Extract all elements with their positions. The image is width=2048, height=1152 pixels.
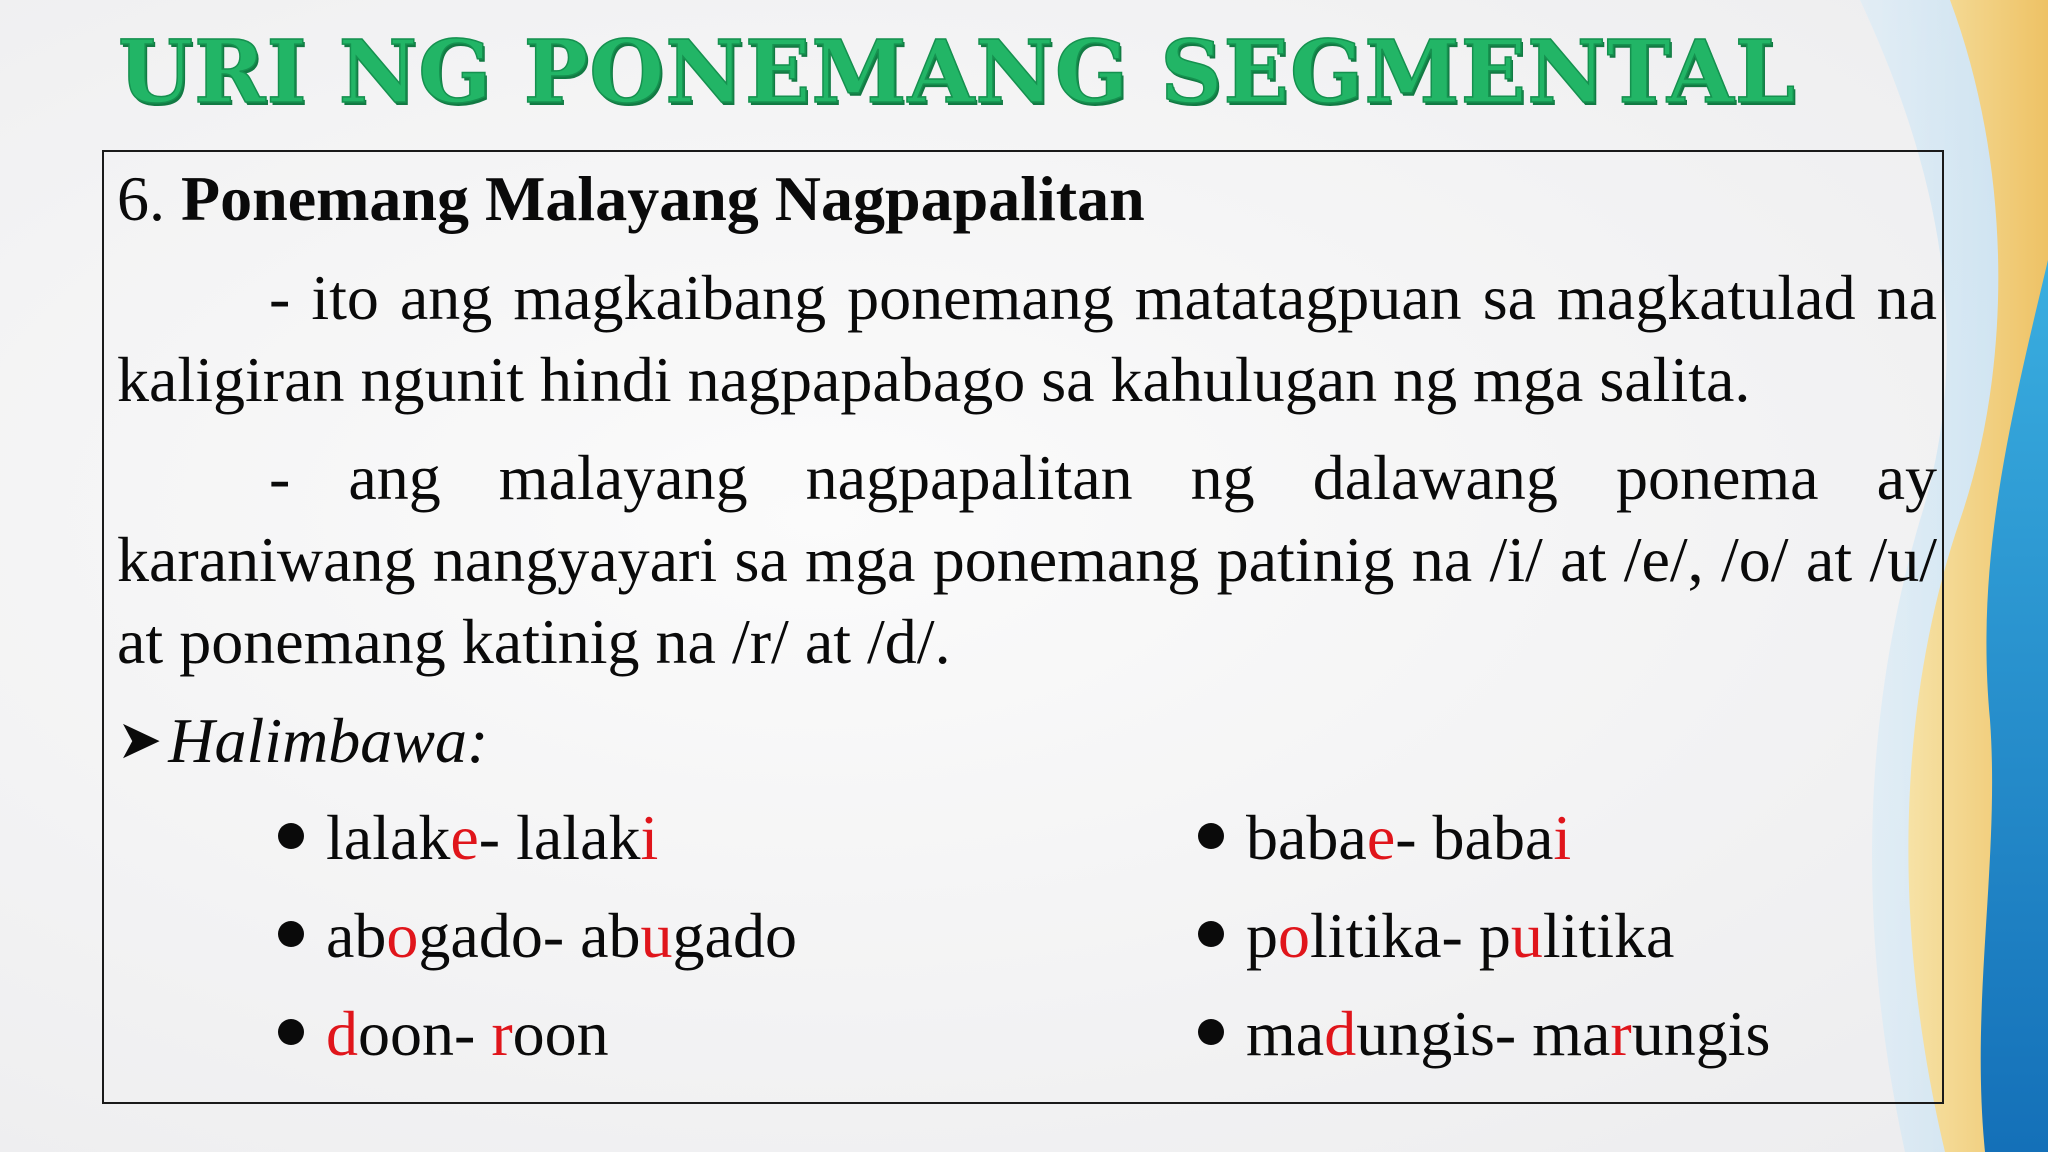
section-title: Ponemang Malayang Nagpapalitan [181,163,1145,234]
highlighted-phoneme: e [1366,802,1396,873]
paragraph-1-text: - ito ang magkaibang ponemang matatagpuan sa magkatulad na kaligiran ngunit hindi nagpapabago sa kahulugan ng mga salita. [117,262,1937,415]
slide-title: URI NG PONEMANG SEGMENTAL [118,22,1797,123]
highlighted-phoneme: i [1553,802,1572,873]
word-segment: gado- ab [418,900,641,971]
example-text [326,802,658,873]
highlighted-phoneme: u [1510,900,1543,971]
highlighted-phoneme: u [640,900,673,971]
round-bullet-icon [278,921,304,947]
example-item [1198,797,1571,879]
example-text [326,900,797,971]
word-segment: baba [1246,802,1367,873]
definition-paragraph-2 [117,437,1937,683]
example-item [278,895,797,977]
section-heading [117,158,1937,240]
example-text [1246,900,1674,971]
word-segment: p [1246,900,1278,971]
example-text [1246,802,1571,873]
example-text [1246,998,1770,1069]
word-segment: ma [1246,998,1325,1069]
highlighted-phoneme: e [450,802,479,873]
word-segment: oon [512,998,609,1069]
word-segment: oon- [358,998,492,1069]
highlighted-phoneme: i [640,802,659,873]
section-number: 6. [117,163,165,234]
highlighted-phoneme: r [491,998,513,1069]
word-segment: - lalak [478,802,641,873]
example-item [278,993,609,1075]
highlighted-phoneme: o [386,900,419,971]
examples-heading [117,699,488,782]
word-segment: ungis [1631,998,1771,1069]
round-bullet-icon [1198,1019,1224,1045]
examples-label: Halimbawa: [168,705,489,776]
definition-paragraph-1 [117,257,1937,421]
word-segment: gado [672,900,797,971]
paragraph-2-text: - ang malayang nagpapalitan ng dalawang ponema ay karaniwang nangyayari sa mga ponemang patinig na /i/ at /e/, /o/ at /u/ at ponemang katinig na /r/ at /d/. [117,442,1937,677]
word-segment: lalak [326,802,451,873]
highlighted-phoneme: d [1324,998,1357,1069]
round-bullet-icon [278,1019,304,1045]
word-segment: litika- p [1310,900,1511,971]
example-item [278,797,658,879]
example-text [326,998,609,1069]
highlighted-phoneme: r [1610,998,1632,1069]
example-item [1198,993,1770,1075]
word-segment: ab [326,900,387,971]
arrowhead-bullet-icon: ➤ [117,708,163,771]
round-bullet-icon [278,823,304,849]
round-bullet-icon [1198,823,1224,849]
word-segment: ungis- ma [1356,998,1611,1069]
highlighted-phoneme: o [1278,900,1310,971]
word-segment: litika [1542,900,1675,971]
example-item [1198,895,1674,977]
word-segment: - baba [1395,802,1554,873]
highlighted-phoneme: d [326,998,358,1069]
round-bullet-icon [1198,921,1224,947]
